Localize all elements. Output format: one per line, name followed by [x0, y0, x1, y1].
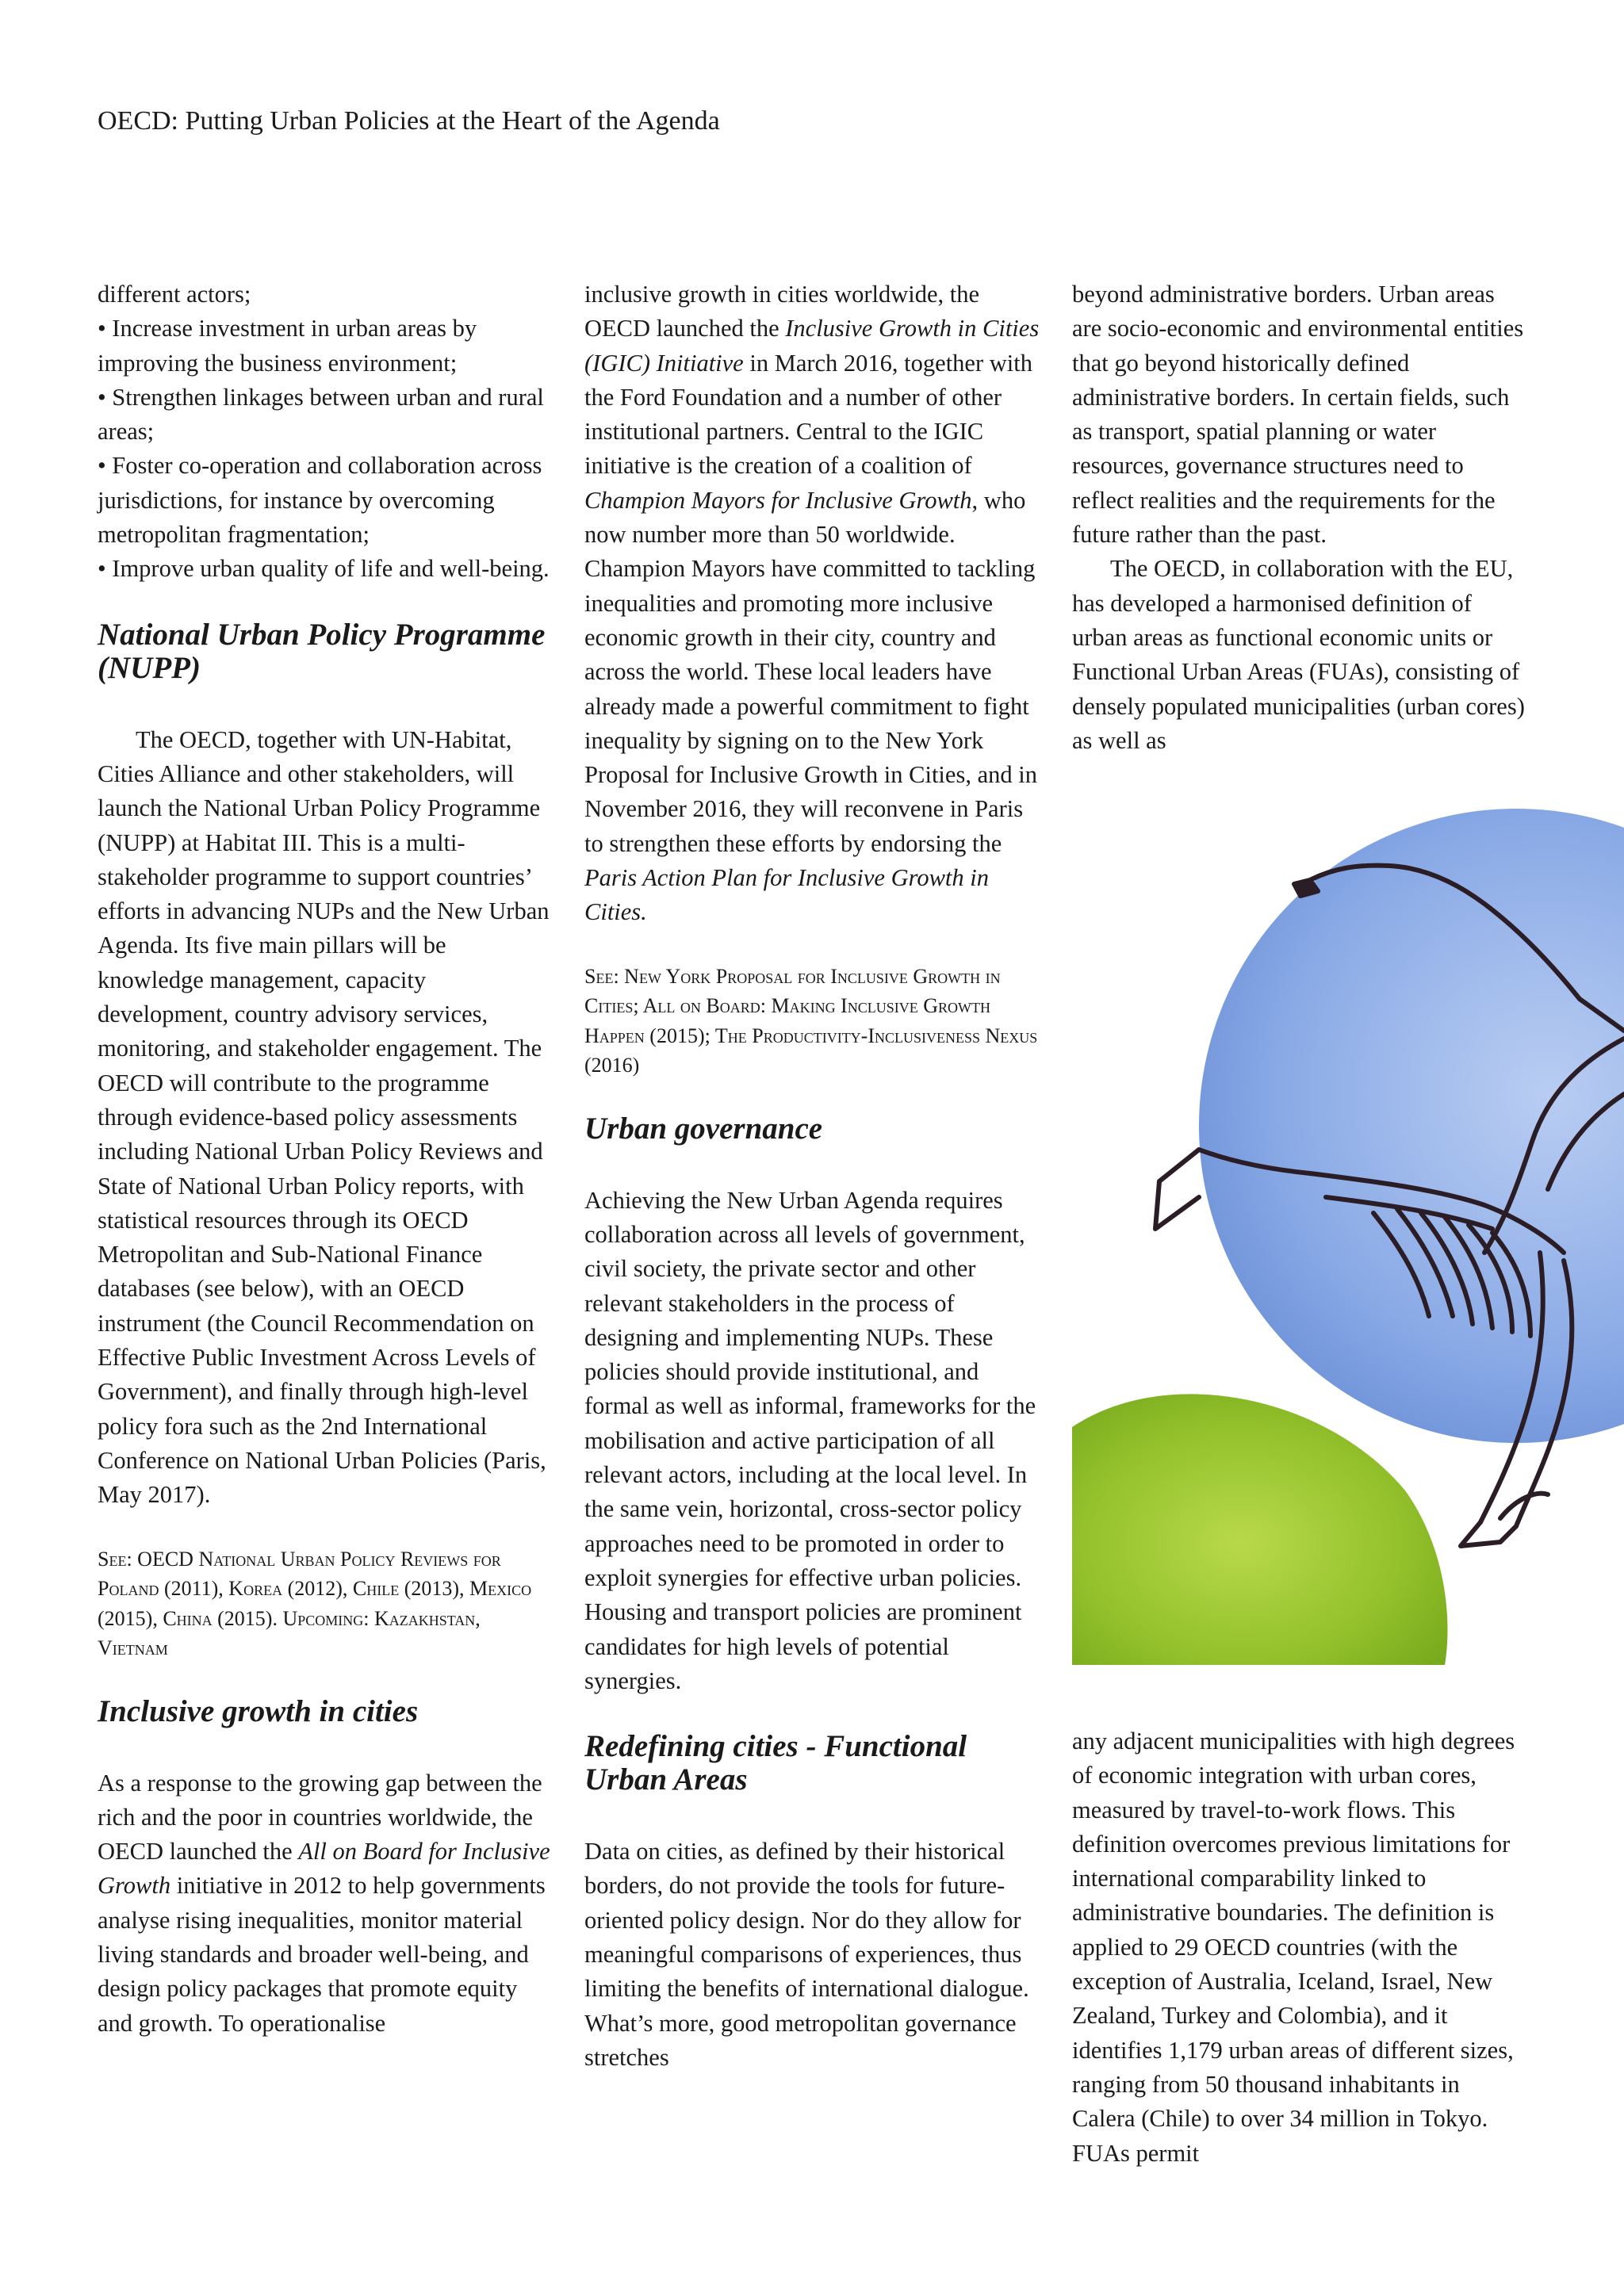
- bullet-item: • Improve urban quality of life and well-being.: [98, 555, 550, 583]
- governance-body: Achieving the New Urban Agenda requires collaboration across all levels of government, civil society, the private sector and other relevant stakeholders in the process of designing and implementing NUPs. These policies should provide institutional, and formal as well as informal, frameworks for the mobilisation and active participation of all relevant actors, including at the local level. In the same vein, horizontal, cross-sector policy approaches need to be promoted in order to exploit synergies for effective urban policies. Housing and transport policies are prominent candidates for high levels of potential synergies.: [584, 1186, 1036, 1694]
- column-1: [98, 277, 553, 2041]
- col3-paragraph-1: beyond administrative borders. Urban areas are socio-economic and environmental entities that go beyond historically defined administrative borders. In certain fields, such as transport, spatial planning or water resources, governance structures need to reflect realities and the requirements for the future rather than the past.: [1072, 281, 1524, 549]
- see-also-nupp: See: OECD National Urban Policy Reviews for Poland (2011), Korea (2012), Chile (2013), Mexico (2015), China (2015). Upcoming: Kazakhstan, Vietnam: [98, 1547, 532, 1659]
- igic-body: inclusive growth in cities worldwide, the OECD launched the Inclusive Growth in Cities (IGIC) Initiative in March 2016, together with the Ford Foundation and a number of other institutional partners. Central to the IGIC initiative is the creation of a coalition of Champion Mayors for Inclusive Growth, who now number more than 50 worldwide. Champion Mayors have committed to tackling inequalities and promoting more inclusive economic growth in their city, country and across the world. These local leaders have already made a powerful commitment to fight inequality by signing on to the New York Proposal for Inclusive Growth in Cities, and in November 2016, they will reconvene in Paris to strengthen these efforts by endorsing the Paris Action Plan for Inclusive Growth in Cities.: [584, 281, 1040, 926]
- heading-urban-governance: Urban governance: [584, 1111, 823, 1146]
- col3-paragraph-3: any adjacent municipalities with high degrees of economic integration with urban cores, measured by travel-to-work flows. This definition overcomes previous limitations for international comparability linked to administrative boundaries. The definition is applied to 29 OECD countries (with the exception of Australia, Iceland, Israel, New Zealand, Turkey and Colombia), and it identifies 1,179 urban areas of different sizes, ranging from 50 thousand inhabitants in Calera (Chile) to over 34 million in Tokyo. FUAs permit: [1072, 1728, 1515, 2167]
- green-circle: [1072, 1394, 1447, 1665]
- dancer-illustration-svg: [1072, 809, 1624, 1665]
- blue-circle: [1199, 809, 1624, 1443]
- bullet-item: • Strengthen linkages between urban and rural areas;: [98, 383, 544, 446]
- see-also-igic: See: New York Proposal for Inclusive Growth in Cities; All on Board: Making Inclusive Growth Happen (2015); The Productivity-Inclusiveness Nexus (2016): [584, 964, 1038, 1077]
- column-2: [584, 277, 1040, 2075]
- fua-body: Data on cities, as defined by their historical borders, do not provide the tools for future-oriented policy design. Nor do they allow for meaningful comparisons of experiences, thus limiting the benefits of international dialogue. What’s more, good metropolitan governance stretches: [584, 1838, 1029, 2071]
- running-header: OECD: Putting Urban Policies at the Heart of the Agenda: [98, 106, 720, 136]
- heading-functional-urban-areas: Redefining cities - Functional Urban Areas: [584, 1729, 967, 1797]
- heading-nupp: National Urban Policy Programme (NUPP): [98, 617, 546, 685]
- bullet-line: different actors;: [98, 281, 251, 308]
- dancer-illustration: [1072, 809, 1624, 1665]
- nupp-body: The OECD, together with UN-Habitat, Cities Alliance and other stakeholders, will launch the National Urban Policy Programme (NUPP) at Habitat III. This is a multi-stakeholder programme to support countries’ efforts in advancing NUPs and the New Urban Agenda. Its five main pillars will be knowledge management, capacity development, country advisory services, monitoring, and stakeholder engagement. The OECD will contribute to the programme through evidence-based policy assessments including National Urban Policy Reviews and State of National Urban Policy reports, with statistical resources through its OECD Metropolitan and Sub-National Finance databases (see below), with an OECD instrument (the Council Recommendation on Effective Public Investment Across Levels of Government), and finally through high-level policy fora such as the 2nd International Conference on National Urban Policies (Paris, May 2017).: [98, 725, 550, 1509]
- column-3-top: [1072, 277, 1528, 758]
- bullet-item: • Increase investment in urban areas by improving the business environment;: [98, 315, 477, 377]
- col3-paragraph-2: The OECD, in collaboration with the EU, has developed a harmonised definition of urban areas as functional economic units or Functional Urban Areas (FUAs), consisting of densely populated municipalities (urban cores) as well as: [1072, 555, 1525, 754]
- bullet-item: • Foster co-operation and collaboration across jurisdictions, for instance by overcoming metropolitan fragmentation;: [98, 452, 542, 549]
- column-3-bottom: [1072, 1724, 1528, 2171]
- inclusive-body: As a response to the growing gap between the rich and the poor in countries worldwide, the OECD launched the All on Board for Inclusive Growth initiative in 2012 to help governments analyse rising inequalities, monitor material living standards and broader well-being, and design policy packages that promote equity and growth. To operationalise: [98, 1769, 550, 2037]
- heading-inclusive-growth: Inclusive growth in cities: [98, 1693, 419, 1728]
